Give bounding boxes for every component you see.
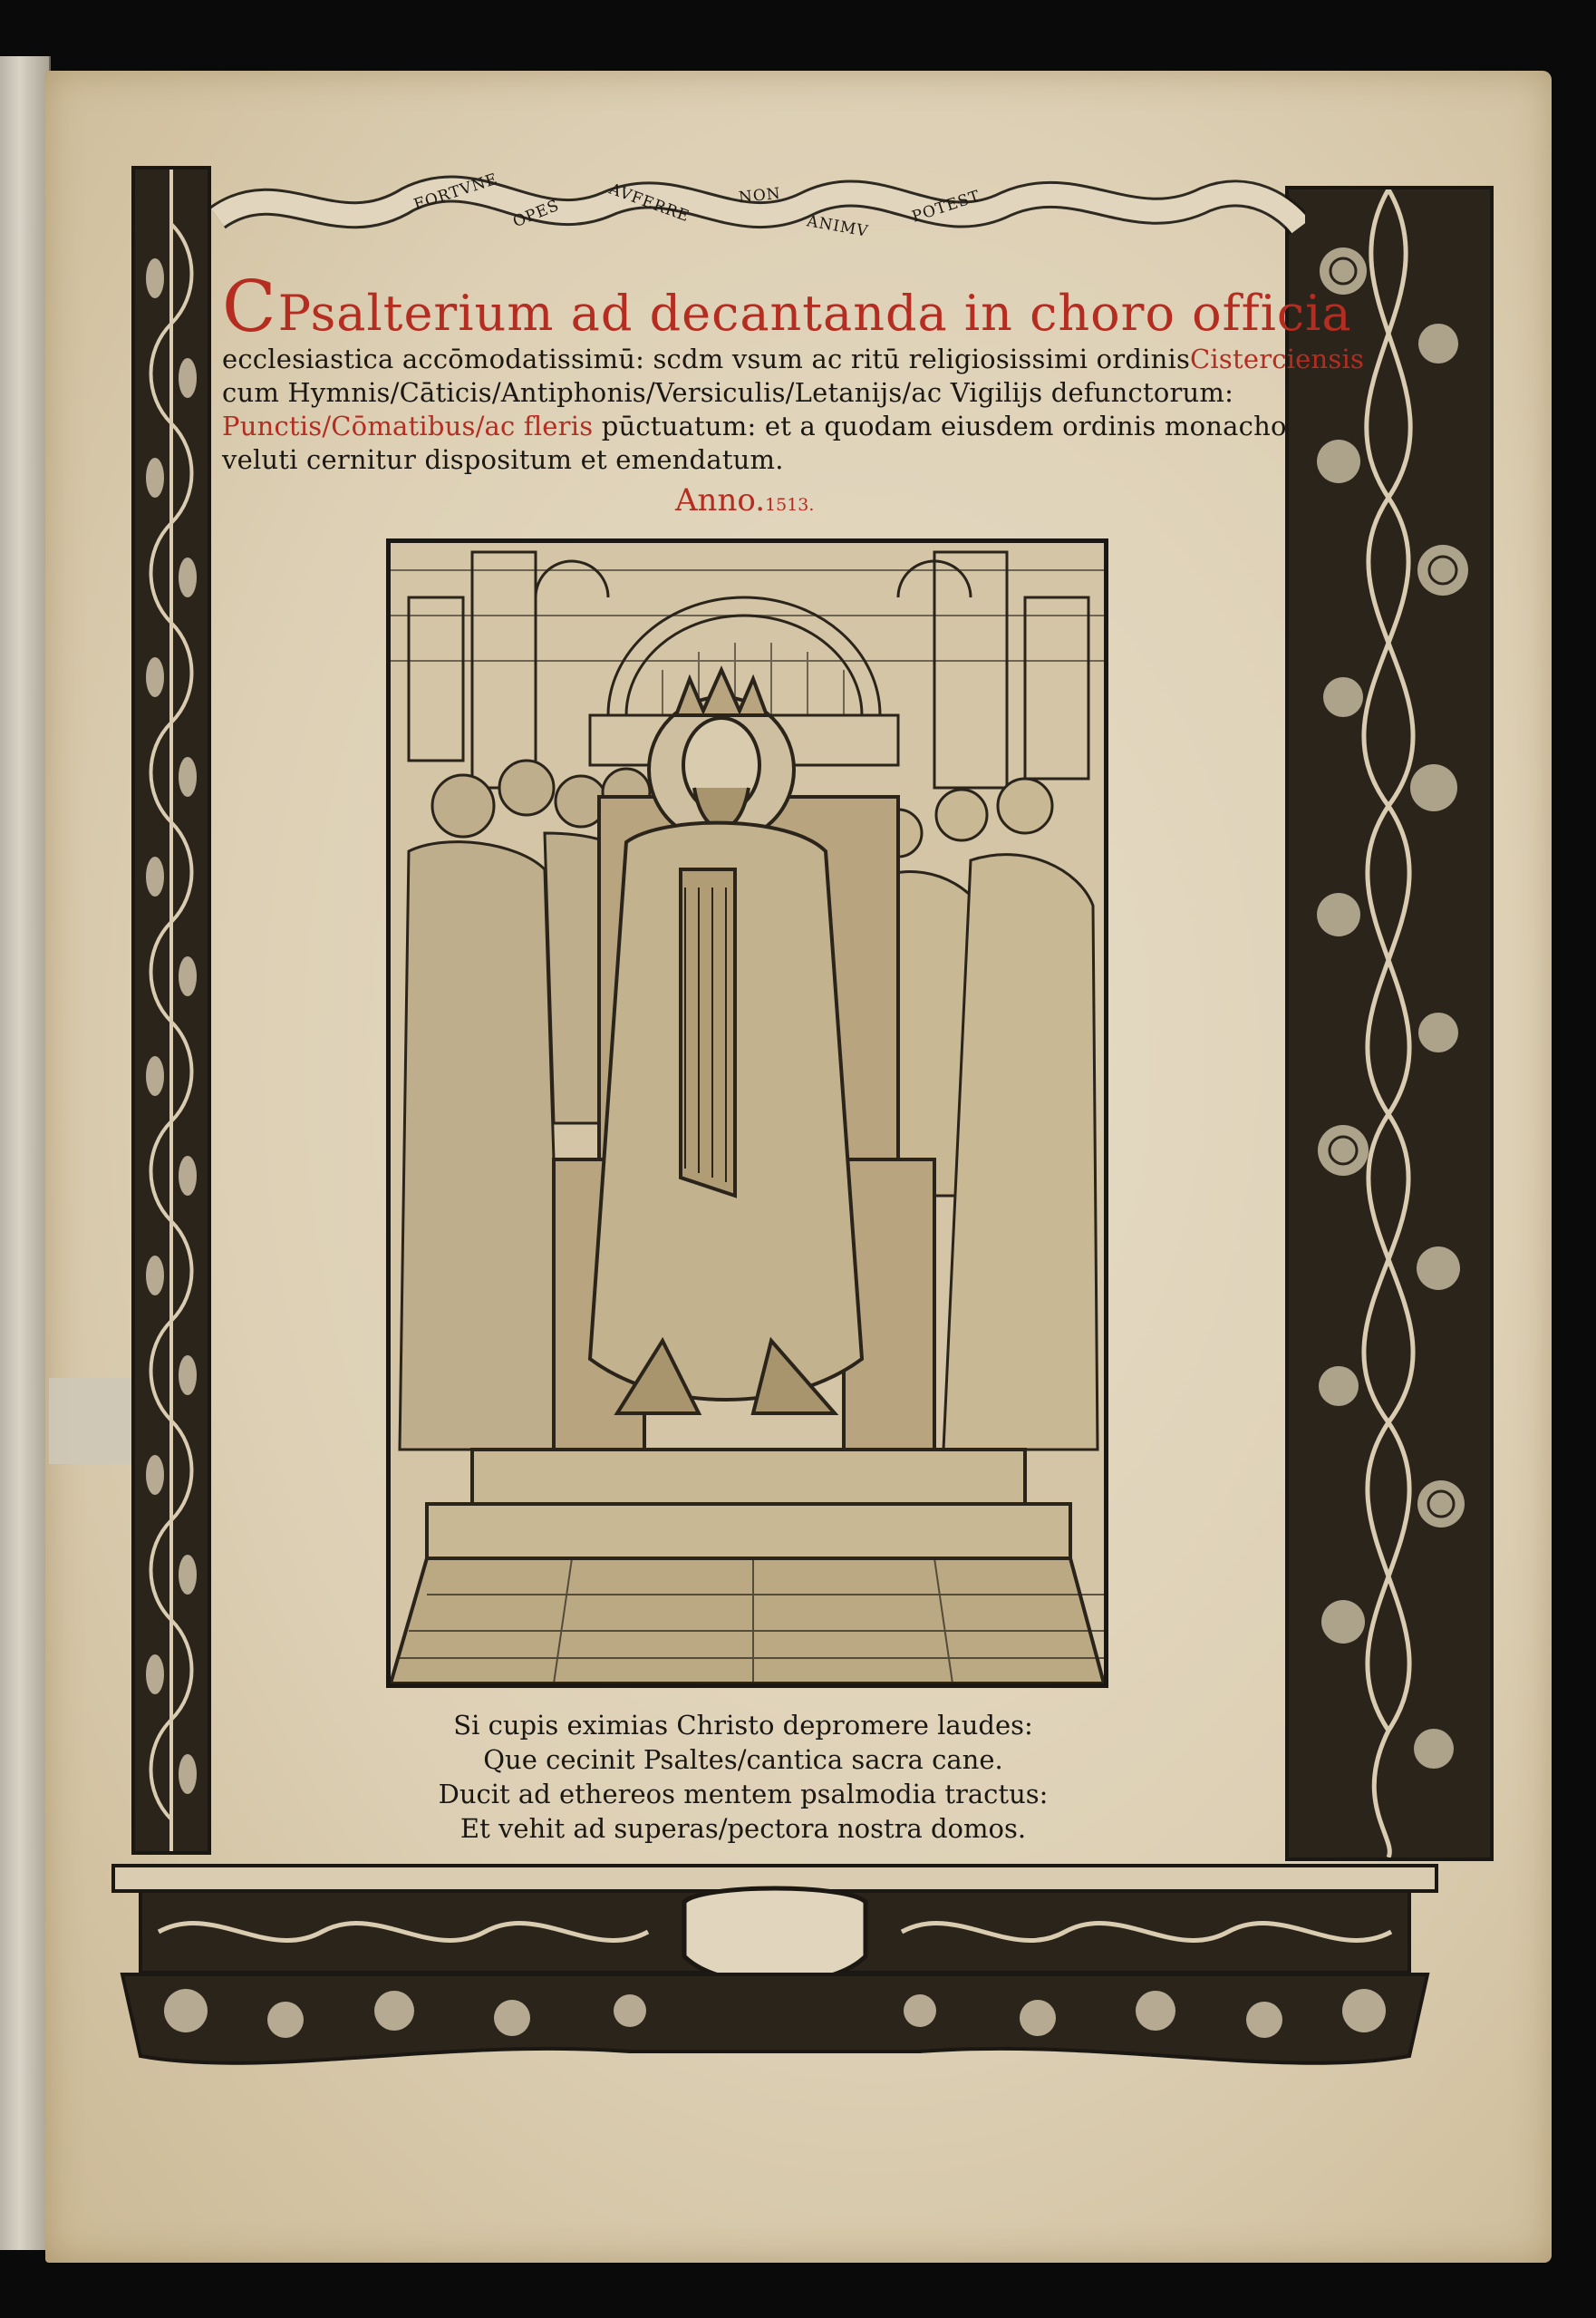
title-line <box>222 343 1365 376</box>
left-ornamental-border <box>131 166 211 1855</box>
king-david-woodcut <box>391 543 1104 1683</box>
anno-year: 1513. <box>765 495 815 515</box>
bottom-ornamental-base <box>104 1857 1446 2083</box>
title-block <box>222 267 1365 477</box>
decorated-initial: C <box>222 267 276 348</box>
book-binding-edge <box>0 56 51 2250</box>
woodcut-illustration <box>386 538 1108 1688</box>
verse-line: Si cupis eximias Christo depromere laudes: <box>453 1710 1033 1741</box>
motto-word: AVFERRE <box>606 179 692 227</box>
motto-word: NON <box>738 184 782 208</box>
date-line <box>675 482 814 519</box>
motto-word: FORTVNE <box>411 170 500 215</box>
motto-word: OPES <box>510 196 563 232</box>
anno-label: Anno. <box>675 482 766 519</box>
title-rubric: Punctis/Cōmatibus/ac fleris <box>222 411 594 441</box>
right-ornamental-border <box>1285 186 1494 1861</box>
base-ornament <box>104 1857 1446 2083</box>
motto-word: ANIMV <box>805 212 870 241</box>
verse-line: Et vehit ad superas/pectora nostra domos. <box>459 1813 1027 1844</box>
motto-banner <box>208 163 1305 254</box>
title-text: ecclesiastica accōmodatissimū: scdm vsum ac ritū religiosissimi ordinis <box>222 344 1191 374</box>
left-border-foliage <box>135 170 208 1851</box>
title-line <box>222 410 1287 443</box>
verse-line: Ducit ad ethereos mentem psalmodia tractus: <box>438 1779 1049 1809</box>
title-line: veluti cernitur dispositum et emendatum. <box>222 444 784 475</box>
title-rubric: Cisterciensis <box>1190 344 1365 374</box>
verse-line: Que cecinit Psaltes/cantica sacra cane. <box>483 1744 1003 1775</box>
title-heading <box>222 267 1352 348</box>
title-line: cum Hymnis/Cāticis/Antiphonis/Versiculis/Letanijs/ac Vigilijs defunctorum: <box>222 377 1234 408</box>
title-main: Psalterium ad decantanda in choro officia <box>277 285 1352 342</box>
banner-ribbon <box>208 163 1305 254</box>
title-text: pūctuatum: et a quodam eiusdem ordinis monacho <box>593 411 1287 441</box>
motto-word: POTEST <box>909 187 983 227</box>
right-border-foliage <box>1289 189 1490 1857</box>
verse-block <box>381 1708 1106 1846</box>
